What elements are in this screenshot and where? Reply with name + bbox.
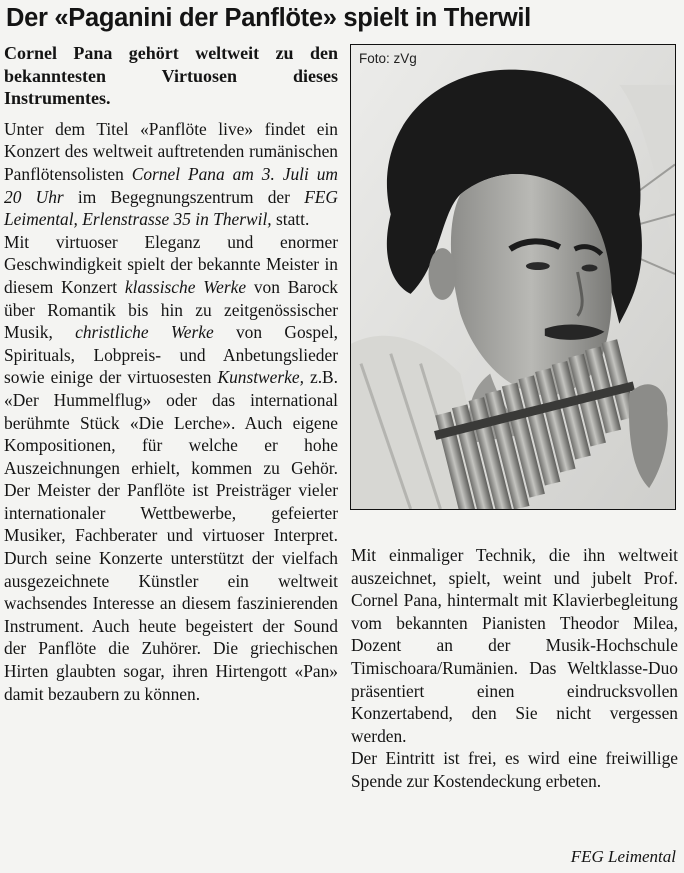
right-column	[351, 544, 678, 793]
article-headline: Der «Paganini der Panflöte» spielt in Therwil	[6, 4, 531, 32]
paragraph-intro	[4, 118, 338, 231]
text-run: Unter dem Titel «Panflöte live» findet ein Konzert des weltweit auftretenden rumänischen Panflötensolisten	[4, 118, 338, 184]
text-run: statt.	[271, 209, 310, 230]
text-run: Mit virtuoser Eleganz und enormer Geschwindigkeit spielt der bekannte Meister in diesem Konzert	[4, 231, 338, 297]
emphasis-concert-date: Cornel Pana am 3. Juli um 20 Uhr	[4, 163, 338, 207]
article-photo	[350, 44, 676, 510]
emphasis-christian-works: christliche Werke	[75, 322, 214, 343]
paragraph-program	[4, 231, 338, 705]
paragraph-technique: Mit einmaliger Technik, die ihn weltweit auszeichnet, spielt, weint und jubelt Prof. Cornel Pana, hintermalt mit Klavierbegleitung vom bekannten Pianisten Theodor Milea, Dozent an der Musik-Hochschule Timischoara/Rumänien. Das Weltklasse-Duo präsentiert einen eindrucksvollen Konzertabend, den Sie nicht vergessen werden.	[351, 545, 678, 746]
article-signature: FEG Leimental	[570, 847, 676, 866]
text-run: z.B. «Der Hummelflug» oder das international berühmte Stück «Die Lerche». Auch eigene Kompositionen, für welche er hohe Auszeichnungen erhielt, kommen zu Gehör. Der Meister der Panflöte ist Preisträger vieler internationaler Wettbewerbe, gefeierter Musiker, Fachberater und virtuoser Interpret. Durch seine Konzerte unterstützt der vielfach ausgezeichnete Künstler ein weltweit wachsendes Interesse an diesem faszinierenden Instrument. Auch heute begeistert der Sound der Panflöte die Zuhörer. Die griechischen Hirten glaubten sogar, ihren Hirtengott «Pan» damit bezaubern zu können.	[4, 367, 338, 704]
emphasis-classical-works: klassische Werke	[124, 276, 247, 297]
text-run: von Barock über Romantik bis hin zu zeitgenössischer Musik,	[4, 276, 338, 343]
paragraph-admission: Der Eintritt ist frei, es wird eine freiwillige Spende zur Kostendeckung erbeten.	[351, 748, 678, 791]
photo-credit: Foto: zVg	[359, 51, 417, 66]
article-lead: Cornel Pana gehört weltweit zu den bekanntesten Virtuosen dieses Instrumentes.	[4, 43, 338, 109]
text-run: von Gospel, Spirituals, Lobpreis- und Anbetungslieder sowie einige der virtuosesten	[4, 322, 338, 388]
emphasis-venue: FEG Leimental, Erlenstrasse 35 in Therwil,	[4, 186, 338, 230]
text-run: im Begegnungszentrum der	[63, 186, 305, 207]
panflute-player-photo	[351, 45, 675, 509]
emphasis-artworks: Kunstwerke,	[217, 367, 304, 388]
left-column	[4, 42, 338, 705]
